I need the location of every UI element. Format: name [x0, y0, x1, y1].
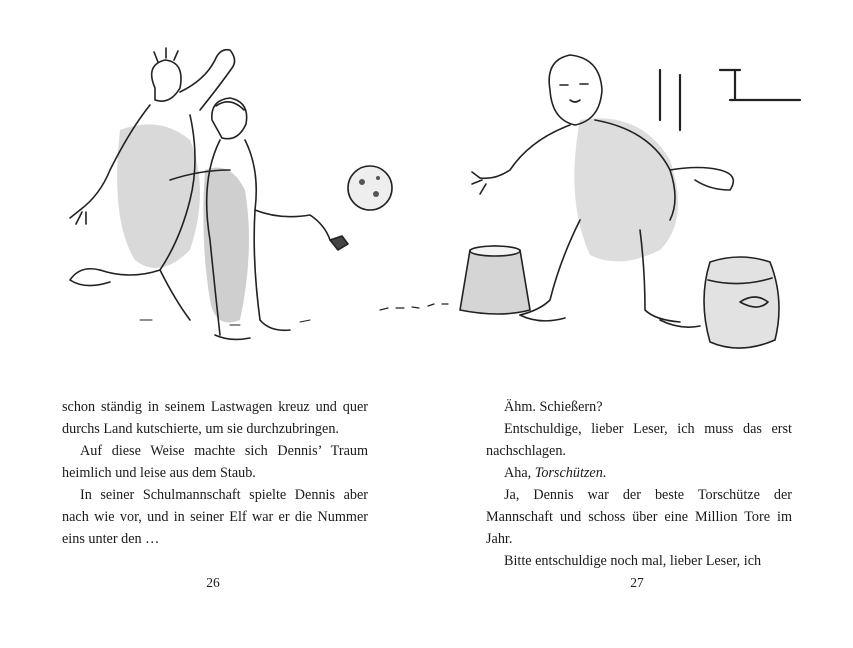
bucket-drawing — [460, 246, 530, 314]
paragraph: Entschuldige, lieber Leser, ich muss das erst nachschlagen. — [486, 421, 792, 459]
paragraph: Ähm. Schießern? — [504, 399, 603, 415]
page-number-left: 26 — [206, 575, 220, 590]
emphasis-text: Torschützen — [534, 465, 603, 481]
paragraph — [486, 462, 792, 484]
paragraph: Ja, Dennis war der beste Torschütze der Mannschaft und schoss über eine Million Tore im Jahr. — [486, 487, 792, 547]
paragraph: Bitte entschuldige noch mal, lieber Leser, ich — [504, 553, 762, 569]
ball-drawing — [348, 166, 392, 210]
text-run: Aha, — [504, 465, 535, 481]
left-page-text — [62, 396, 368, 550]
paragraph: Auf diese Weise machte sich Dennis’ Traum heimlich und leise aus dem Staub. — [62, 443, 368, 481]
page-number-right: 27 — [630, 575, 644, 590]
right-page-text — [486, 396, 792, 572]
text-run: . — [602, 465, 607, 481]
running-boys-drawing — [70, 48, 348, 339]
paragraph: schon ständig in seinem Lastwagen kreuz und quer durchs Land kutschierte, um sie durchzubringen. — [62, 399, 368, 437]
paragraph: In seiner Schulmannschaft spielte Dennis aber nach wie vor, und in seiner Elf war er die Nummer eins unter den … — [62, 487, 368, 547]
illustration — [40, 20, 830, 365]
jar-drawing — [704, 257, 779, 348]
motion-trail — [380, 304, 448, 310]
